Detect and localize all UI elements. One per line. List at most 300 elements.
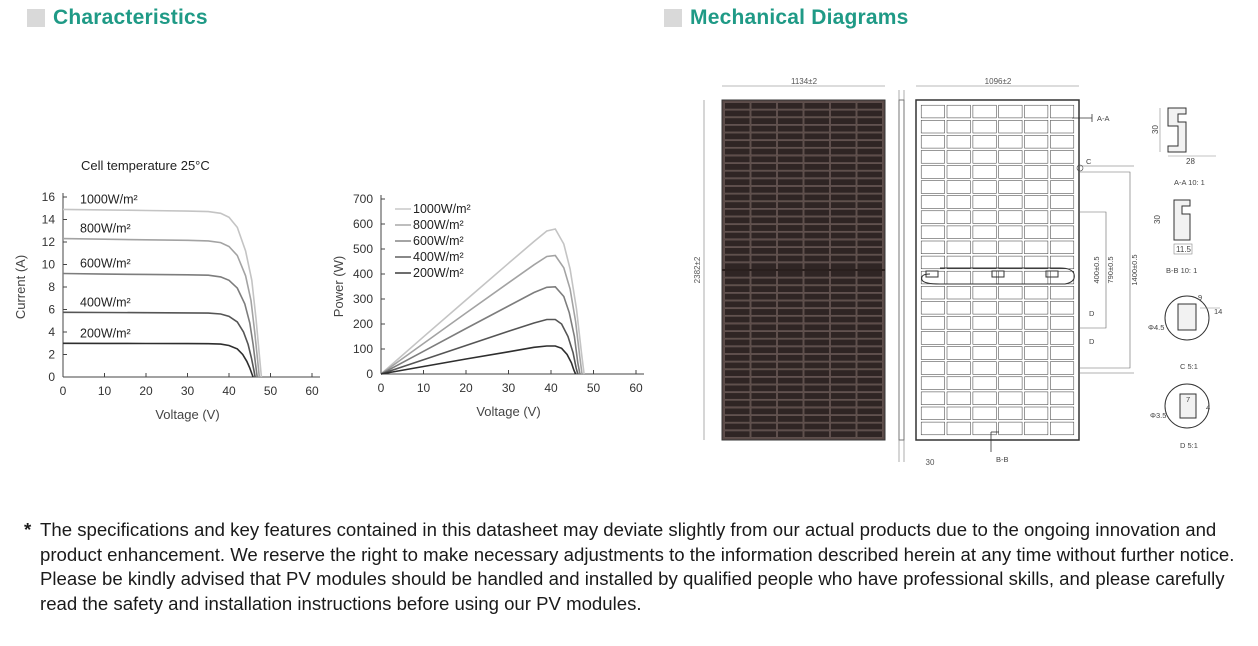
cell (725, 278, 750, 284)
front-width-label: 1134±2 (790, 77, 818, 86)
cell (725, 202, 750, 208)
y-axis-label: Power (W) (331, 255, 346, 318)
cell (751, 408, 776, 414)
cell (831, 278, 856, 284)
disclaimer (24, 518, 1249, 616)
cell (1025, 105, 1048, 118)
cell (857, 400, 882, 406)
section-square-icon (664, 9, 682, 27)
cell (751, 225, 776, 231)
cell (857, 202, 882, 208)
cell (947, 211, 970, 224)
cell (725, 408, 750, 414)
cell (804, 187, 829, 193)
cell (1050, 347, 1073, 360)
d-marker-top: D (1089, 309, 1095, 318)
cell (831, 332, 856, 338)
cell (831, 324, 856, 330)
cell (1025, 362, 1048, 375)
cell (778, 141, 803, 147)
cell (831, 301, 856, 307)
cell (999, 105, 1022, 118)
legend-entry: 200W/m² (413, 266, 464, 280)
cell (751, 118, 776, 124)
cell (751, 332, 776, 338)
cell (999, 120, 1022, 133)
cell (947, 226, 970, 239)
cell (857, 179, 882, 185)
cell (725, 225, 750, 231)
cell (857, 347, 882, 353)
cell (778, 355, 803, 361)
cell (857, 187, 882, 193)
cell (857, 378, 882, 384)
cell (725, 324, 750, 330)
cell (1050, 166, 1073, 179)
cell (804, 217, 829, 223)
x-tick-label: 20 (139, 384, 153, 398)
cell (1025, 211, 1048, 224)
cell (973, 120, 996, 133)
cell (857, 263, 882, 269)
cell (778, 301, 803, 307)
legend-entry: 600W/m² (413, 234, 464, 248)
cell (725, 240, 750, 246)
cell (778, 400, 803, 406)
cell (857, 339, 882, 345)
x-tick-label: 20 (459, 381, 473, 395)
x-tick-label: 60 (305, 384, 319, 398)
cell (751, 248, 776, 254)
cell (778, 225, 803, 231)
cell (921, 151, 944, 164)
cell (973, 377, 996, 390)
characteristics-charts (0, 60, 660, 500)
cell (947, 301, 970, 314)
cell (831, 187, 856, 193)
x-tick-label: 10 (416, 381, 431, 395)
cell (804, 355, 829, 361)
cell (725, 416, 750, 422)
cell (804, 194, 829, 200)
cell (831, 225, 856, 231)
cell (751, 339, 776, 345)
cell (999, 181, 1022, 194)
mechanical-header (664, 6, 909, 30)
cell (831, 240, 856, 246)
cell (857, 423, 882, 429)
cell (778, 164, 803, 170)
cell (1025, 332, 1048, 345)
cell (1050, 196, 1073, 209)
cell (725, 148, 750, 154)
cell (804, 248, 829, 254)
cell (1025, 392, 1048, 405)
cell (804, 263, 829, 269)
cell (1050, 362, 1073, 375)
cell (725, 301, 750, 307)
cell (751, 141, 776, 147)
cell (751, 240, 776, 246)
series-line-5 (381, 346, 576, 374)
cell (857, 110, 882, 116)
cell (804, 400, 829, 406)
cell (831, 370, 856, 376)
pv-curve-chart (331, 192, 644, 419)
detail-d (1165, 384, 1209, 428)
cell (804, 103, 829, 109)
cell (751, 370, 776, 376)
d-dim-4: 4 (1206, 403, 1211, 412)
cell (921, 347, 944, 360)
x-tick-label: 0 (59, 384, 67, 398)
cell (778, 210, 803, 216)
cell (831, 164, 856, 170)
cell (973, 166, 996, 179)
section-square-icon (27, 9, 45, 27)
cell (1025, 301, 1048, 314)
cell (778, 431, 803, 437)
cell (778, 255, 803, 261)
cell (751, 103, 776, 109)
cell (725, 156, 750, 162)
cell (857, 126, 882, 132)
cell (778, 171, 803, 177)
cell (778, 217, 803, 223)
cell (751, 286, 776, 292)
cell (804, 141, 829, 147)
frame-thickness-label: 30 (925, 458, 935, 467)
cell (725, 309, 750, 315)
cell (778, 385, 803, 391)
cell (921, 196, 944, 209)
x-tick-label: 30 (501, 381, 516, 395)
cell (999, 271, 1022, 284)
cell (831, 171, 856, 177)
cell (857, 278, 882, 284)
cell (973, 151, 996, 164)
cell (778, 179, 803, 185)
cell (1050, 407, 1073, 420)
cell (778, 286, 803, 292)
series-label: 1000W/m² (80, 192, 138, 207)
cell (1025, 407, 1048, 420)
cell (947, 151, 970, 164)
x-tick-label: 50 (263, 384, 278, 398)
cell (947, 196, 970, 209)
cell (751, 156, 776, 162)
cell (973, 422, 996, 435)
back-view (916, 77, 1139, 464)
cell (725, 133, 750, 139)
cell (778, 423, 803, 429)
cell (831, 110, 856, 116)
cell (921, 226, 944, 239)
cell (804, 110, 829, 116)
c-dim-9: 9 (1198, 293, 1203, 302)
cell (725, 141, 750, 147)
x-tick-label: 50 (586, 381, 601, 395)
characteristics-title: Characteristics (53, 6, 208, 29)
cell (725, 370, 750, 376)
series-label: 200W/m² (80, 326, 131, 341)
cell (857, 171, 882, 177)
cell (973, 301, 996, 314)
cell (778, 416, 803, 422)
y-axis-label: Current (A) (13, 254, 28, 320)
x-tick-label: 10 (97, 384, 112, 398)
cell (1050, 181, 1073, 194)
cell (857, 385, 882, 391)
cell (1050, 241, 1073, 254)
cell (1050, 256, 1073, 269)
series-line-3 (381, 287, 580, 374)
cell (921, 286, 944, 299)
cell (921, 392, 944, 405)
cell (751, 347, 776, 353)
cell (804, 362, 829, 368)
cell (947, 120, 970, 133)
cell (804, 133, 829, 139)
cell (973, 241, 996, 254)
cell (725, 171, 750, 177)
cell (831, 263, 856, 269)
cell (725, 316, 750, 322)
cell (725, 332, 750, 338)
cell (725, 431, 750, 437)
cell (921, 105, 944, 118)
cell (804, 126, 829, 132)
cell (778, 309, 803, 315)
cell (999, 317, 1022, 330)
cell (778, 110, 803, 116)
cell (778, 126, 803, 132)
cell (831, 431, 856, 437)
cell (778, 202, 803, 208)
x-tick-label: 0 (377, 381, 385, 395)
cell (1025, 422, 1048, 435)
cell (751, 423, 776, 429)
asterisk: * (24, 519, 32, 540)
cell (857, 416, 882, 422)
cell (778, 324, 803, 330)
cell (857, 194, 882, 200)
cell (973, 407, 996, 420)
cell (725, 347, 750, 353)
cell (947, 332, 970, 345)
cell (751, 378, 776, 384)
cell (804, 210, 829, 216)
cell (947, 286, 970, 299)
cell (804, 423, 829, 429)
cell (804, 255, 829, 261)
cell (1050, 226, 1073, 239)
cell (947, 392, 970, 405)
cell (999, 377, 1022, 390)
detail-aa (1160, 108, 1216, 156)
cell (778, 133, 803, 139)
cell (921, 301, 944, 314)
cell (778, 194, 803, 200)
cell (1050, 120, 1073, 133)
cell (831, 423, 856, 429)
legend-entry: 1000W/m² (413, 202, 471, 216)
cell (725, 286, 750, 292)
cell (751, 202, 776, 208)
cell (778, 232, 803, 238)
cell (778, 332, 803, 338)
cell (857, 408, 882, 414)
legend-entry: 800W/m² (413, 218, 464, 232)
cell (831, 286, 856, 292)
cell (1025, 181, 1048, 194)
cell (725, 355, 750, 361)
y-tick-label: 300 (352, 292, 373, 306)
x-tick-label: 40 (544, 381, 558, 395)
series-line-3 (63, 274, 257, 378)
y-tick-label: 500 (352, 242, 373, 256)
cell (725, 400, 750, 406)
d-marker-bottom: D (1089, 337, 1095, 346)
cell (751, 232, 776, 238)
bb-height: 30 (1153, 215, 1162, 224)
dim-1400: 1400±0.5 (1130, 254, 1139, 286)
characteristics-header (27, 6, 208, 30)
cell (857, 240, 882, 246)
cell (778, 347, 803, 353)
cell (973, 135, 996, 148)
cell (725, 118, 750, 124)
cell (947, 271, 970, 284)
cell (751, 171, 776, 177)
cell (947, 377, 970, 390)
cell (831, 362, 856, 368)
cell (725, 217, 750, 223)
x-axis-label: Voltage (V) (476, 404, 541, 419)
cell (725, 187, 750, 193)
cell (751, 217, 776, 223)
mechanical-title: Mechanical Diagrams (690, 6, 909, 29)
x-tick-label: 60 (629, 381, 643, 395)
d-dim-7: 7 (1186, 395, 1191, 404)
cell (778, 271, 803, 277)
cell (831, 118, 856, 124)
cell (778, 378, 803, 384)
cell (778, 103, 803, 109)
cell (725, 294, 750, 300)
cell (947, 166, 970, 179)
cell (725, 164, 750, 170)
cell (725, 263, 750, 269)
cell (831, 103, 856, 109)
cell (947, 105, 970, 118)
d-caption: D 5:1 (1180, 441, 1198, 450)
cell (1050, 392, 1073, 405)
cell (778, 339, 803, 345)
cell (778, 240, 803, 246)
cell (1025, 377, 1048, 390)
cell (921, 407, 944, 420)
cell (778, 248, 803, 254)
cell (857, 271, 882, 277)
y-tick-label: 2 (48, 347, 55, 362)
mechanical-diagram (690, 60, 1250, 480)
cell (778, 294, 803, 300)
cell (725, 210, 750, 216)
cell (947, 256, 970, 269)
cell (999, 362, 1022, 375)
cell (751, 316, 776, 322)
cell (831, 271, 856, 277)
y-tick-label: 12 (41, 235, 55, 249)
cell (751, 431, 776, 437)
bb-marker: B-B (996, 455, 1009, 464)
back-width-label: 1096±2 (984, 77, 1012, 86)
cell (804, 164, 829, 170)
cell (778, 156, 803, 162)
cell (725, 179, 750, 185)
cell (804, 408, 829, 414)
cell (857, 370, 882, 376)
cell (831, 355, 856, 361)
cell (725, 126, 750, 132)
cell (725, 378, 750, 384)
bb-caption: B-B 10: 1 (1166, 266, 1198, 275)
x-axis-label: Voltage (V) (155, 407, 220, 422)
cell (1050, 317, 1073, 330)
c-caption: C 5:1 (1180, 362, 1198, 371)
cell (857, 248, 882, 254)
cell (973, 211, 996, 224)
cell (1050, 377, 1073, 390)
cell (725, 271, 750, 277)
cell (857, 332, 882, 338)
series-label: 400W/m² (80, 295, 131, 310)
cell (831, 393, 856, 399)
aa-caption: A-A 10: 1 (1174, 178, 1205, 187)
cell (999, 286, 1022, 299)
cell (725, 194, 750, 200)
cell (921, 362, 944, 375)
cell (1050, 135, 1073, 148)
y-tick-label: 0 (48, 370, 55, 384)
cell (831, 126, 856, 132)
cell (1025, 120, 1048, 133)
cell (857, 217, 882, 223)
cell (751, 255, 776, 261)
cell (921, 317, 944, 330)
cell (751, 133, 776, 139)
cell (831, 248, 856, 254)
cell (857, 148, 882, 154)
cell (751, 294, 776, 300)
cell (973, 105, 996, 118)
series-label: 600W/m² (80, 256, 131, 271)
cell (1050, 286, 1073, 299)
cell (804, 301, 829, 307)
cell (1050, 151, 1073, 164)
cell (804, 332, 829, 338)
cell (804, 309, 829, 315)
cell (725, 362, 750, 368)
x-tick-label: 30 (180, 384, 195, 398)
cell (921, 135, 944, 148)
cell (921, 377, 944, 390)
cell (857, 164, 882, 170)
cell (831, 339, 856, 345)
cell (999, 407, 1022, 420)
cell (778, 278, 803, 284)
